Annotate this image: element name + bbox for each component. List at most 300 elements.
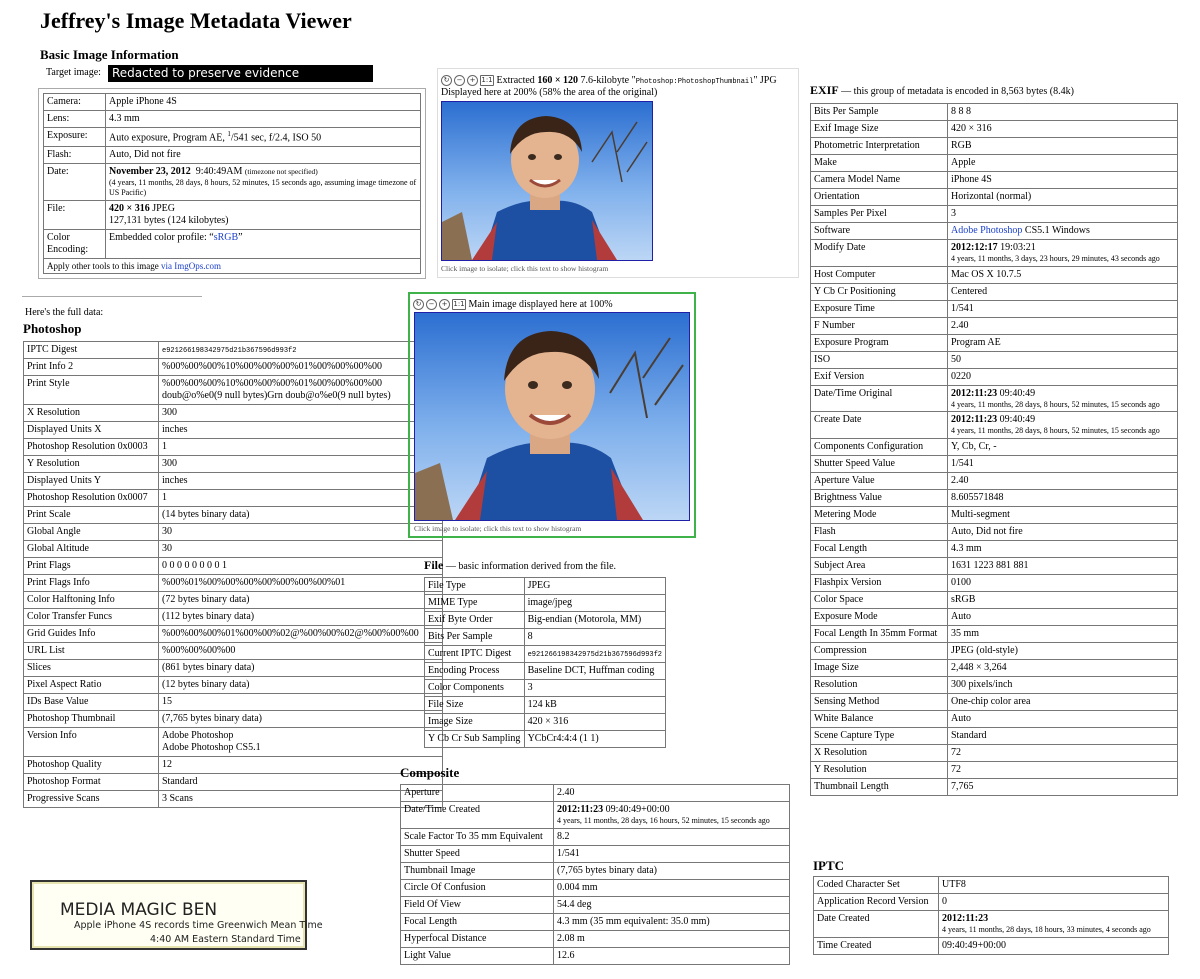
row-key: Image Size xyxy=(811,659,948,676)
table-row xyxy=(811,489,1178,506)
row-value xyxy=(948,744,1178,761)
software-link[interactable]: Adobe Photoshop xyxy=(951,225,1023,236)
row-key: Y Resolution xyxy=(811,761,948,778)
row-key: Metering Mode xyxy=(811,506,948,523)
table-row xyxy=(24,405,443,422)
row-value xyxy=(159,376,443,405)
row-value xyxy=(948,693,1178,710)
table-row xyxy=(811,223,1178,240)
value-text: inches xyxy=(162,424,188,435)
row-key: X Resolution xyxy=(24,405,159,422)
annotation-line2: Apple iPhone 4S records time Greenwich Mean Time xyxy=(74,920,323,931)
photoshop-table xyxy=(23,341,443,808)
table-row xyxy=(814,894,1169,911)
row-key: Flashpix Version xyxy=(811,574,948,591)
row-value xyxy=(948,266,1178,283)
row-value xyxy=(159,643,443,660)
value-text: %00%00%00%00 xyxy=(162,645,236,656)
row-key: Print Style xyxy=(24,376,159,405)
value-text: 0 0 0 0 0 0 0 0 1 xyxy=(162,560,227,571)
value-text: Apple xyxy=(951,157,976,168)
relative-time: 4 years, 11 months, 28 days, 18 hours, 33 minutes, 4 seconds ago xyxy=(942,925,1151,934)
value-text: Auto xyxy=(951,610,971,622)
row-key: X Resolution xyxy=(811,744,948,761)
table-row xyxy=(425,612,666,629)
table-row: Lens: 4.3 mm xyxy=(44,111,421,128)
annotation-line3: 4:40 AM Eastern Standard Time xyxy=(150,934,301,945)
row-value xyxy=(159,507,443,524)
value-text: 0 xyxy=(942,896,947,907)
row-key: ISO xyxy=(811,351,948,368)
row-value xyxy=(948,574,1178,591)
date-value: 2012:11:23 xyxy=(951,414,998,426)
table-row xyxy=(24,359,443,376)
table-row xyxy=(24,643,443,660)
row-key: Compression xyxy=(811,642,948,659)
row-key: Slices xyxy=(24,660,159,677)
value-text: 54.4 deg xyxy=(557,898,592,910)
file-heading: File xyxy=(424,558,444,572)
row-key: Make xyxy=(811,155,948,172)
value-text: 4.3 mm (35 mm equivalent: 35.0 mm) xyxy=(557,915,710,927)
row-key: Exposure Program xyxy=(811,334,948,351)
zoom-out-icon[interactable]: − xyxy=(454,75,465,86)
value-text: 1 xyxy=(162,441,167,452)
value-text: 300 xyxy=(162,458,177,469)
row-key: Photoshop Resolution 0x0003 xyxy=(24,439,159,456)
main-image-panel xyxy=(408,292,696,538)
row-value xyxy=(554,947,790,964)
zoom-in-icon[interactable]: + xyxy=(467,75,478,86)
value-text: Multi-segment xyxy=(951,508,1010,520)
row-value xyxy=(948,223,1178,240)
row-key: Time Created xyxy=(814,937,939,954)
table-row xyxy=(24,490,443,507)
row-key: F Number xyxy=(811,317,948,334)
row-value xyxy=(948,317,1178,334)
value-text: 3 xyxy=(527,682,533,693)
table-row xyxy=(811,283,1178,300)
table-row xyxy=(811,659,1178,676)
row-value xyxy=(554,930,790,947)
composite-section xyxy=(400,765,459,781)
composite-table-wrap xyxy=(400,784,790,965)
row-value xyxy=(948,206,1178,223)
table-row xyxy=(425,629,666,646)
row-value xyxy=(554,802,790,829)
value-text: 8.605571848 xyxy=(951,491,1004,503)
row-value xyxy=(554,896,790,913)
row-key: Print Flags Info xyxy=(24,575,159,592)
row-value xyxy=(948,710,1178,727)
row-value xyxy=(948,540,1178,557)
photoshop-heading: Photoshop xyxy=(23,321,82,336)
relative-time: 4 years, 11 months, 28 days, 16 hours, 52 minutes, 15 seconds ago xyxy=(557,816,770,825)
value-text: 30 xyxy=(162,526,172,537)
value-text: Standard xyxy=(162,776,198,787)
boy-photo-thumb xyxy=(442,102,652,260)
value-text: 300 xyxy=(162,407,177,418)
basic-info-box xyxy=(38,88,426,279)
table-row xyxy=(811,317,1178,334)
value-text: 2.40 xyxy=(951,474,969,486)
value-text: Adobe Photoshop xyxy=(162,730,234,741)
row-value xyxy=(939,877,1169,894)
row-key: Scene Capture Type xyxy=(811,727,948,744)
composite-table xyxy=(400,784,790,965)
table-row xyxy=(811,710,1178,727)
value-text: UTF8 xyxy=(942,879,966,890)
value-text: Big-endian (Motorola, MM) xyxy=(527,614,642,625)
thumbnail-note[interactable]: Click image to isolate; click this text to show histogram xyxy=(441,264,609,273)
table-row xyxy=(24,558,443,575)
table-row xyxy=(811,455,1178,472)
file-table-wrap xyxy=(424,577,666,748)
table-row: Flash: Auto, Did not fire xyxy=(44,147,421,164)
row-value xyxy=(948,438,1178,455)
row-key: Orientation xyxy=(811,189,948,206)
table-row xyxy=(425,714,666,731)
row-value xyxy=(524,731,665,748)
table-row xyxy=(811,676,1178,693)
row-key: White Balance xyxy=(811,710,948,727)
table-row xyxy=(811,412,1178,439)
row-key: Date/Time Created xyxy=(401,802,554,829)
row-key: Thumbnail Length xyxy=(811,778,948,795)
value-text: RGB xyxy=(951,140,972,151)
value-text: JPEG xyxy=(527,580,551,591)
row-key: Components Configuration xyxy=(811,438,948,455)
row-value xyxy=(948,172,1178,189)
table-row xyxy=(811,155,1178,172)
row-key: Sensing Method xyxy=(811,693,948,710)
value-text: e921266198342975d21b367596d993f2 xyxy=(527,651,662,659)
value-text: 420 × 316 xyxy=(527,716,569,727)
table-row xyxy=(425,680,666,697)
row-value xyxy=(948,121,1178,138)
table-row xyxy=(811,523,1178,540)
value-text: 1/541 xyxy=(557,847,580,859)
row-value xyxy=(159,342,443,359)
value-text: 09:40:49+00:00 xyxy=(942,939,1006,951)
value-text: One-chip color area xyxy=(951,695,1031,707)
row-value xyxy=(948,625,1178,642)
value-text: %00%01%00%00%00%00%00%00%00%01 xyxy=(162,577,346,588)
value-text: (112 bytes binary data) xyxy=(162,611,255,622)
row-value xyxy=(948,351,1178,368)
row-key: Displayed Units X xyxy=(24,422,159,439)
table-row xyxy=(401,862,790,879)
row-key: Photoshop Format xyxy=(24,774,159,791)
table-row: Apply other tools to this image via ImgOps.com xyxy=(44,258,421,274)
row-key: IDs Base Value xyxy=(24,694,159,711)
table-row xyxy=(425,731,666,748)
value-text: 72 xyxy=(951,746,961,758)
row-value xyxy=(948,761,1178,778)
main-image-caption: ↻ − + 1:1 Main image displayed here at 100% xyxy=(410,294,694,310)
table-row xyxy=(811,778,1178,795)
value-text: 3 Scans xyxy=(162,793,193,804)
table-row xyxy=(811,557,1178,574)
table-row xyxy=(24,711,443,728)
media-magic-annotation xyxy=(30,880,323,950)
value-text: sRGB xyxy=(951,593,976,605)
table-row xyxy=(24,473,443,490)
value-text: Standard xyxy=(951,729,987,741)
row-key: Samples Per Pixel xyxy=(811,206,948,223)
row-value xyxy=(948,608,1178,625)
value-text: 1 xyxy=(162,492,167,503)
row-value xyxy=(554,845,790,862)
value-text: 7,765 xyxy=(951,780,974,792)
row-key: Scale Factor To 35 mm Equivalent xyxy=(401,828,554,845)
main-image-note[interactable]: Click image to isolate; click this text to show histogram xyxy=(414,524,582,533)
value-text: JPEG (old-style) xyxy=(951,644,1018,656)
row-value xyxy=(948,283,1178,300)
iptc-table xyxy=(813,876,1169,955)
row-key: Thumbnail Image xyxy=(401,862,554,879)
table-row xyxy=(401,930,790,947)
row-key: Circle Of Confusion xyxy=(401,879,554,896)
value-text: (12 bytes binary data) xyxy=(162,679,250,690)
table-row xyxy=(425,578,666,595)
row-value xyxy=(159,541,443,558)
divider xyxy=(22,296,202,297)
row-key: Field Of View xyxy=(401,896,554,913)
value-text: (72 bytes binary data) xyxy=(162,594,250,605)
date-value: 2012:11:23 xyxy=(557,804,604,815)
value-text: 09:40:49 xyxy=(997,387,1036,399)
value-text: 35 mm xyxy=(951,627,980,639)
value-text: Baseline DCT, Huffman coding xyxy=(527,665,655,676)
value-text: 1/541 xyxy=(951,302,974,314)
row-value xyxy=(159,359,443,376)
value-text: 124 kB xyxy=(527,699,557,710)
table-row: Color Encoding: Embedded color profile: “sRGB” xyxy=(44,229,421,258)
table-row xyxy=(425,646,666,663)
row-key: Photometric Interpretation xyxy=(811,138,948,155)
table-row xyxy=(811,574,1178,591)
value-text: inches xyxy=(162,475,188,486)
value-text: 1631 1223 881 881 xyxy=(951,559,1029,571)
relative-time: 4 years, 11 months, 28 days, 8 hours, 52 minutes, 15 seconds ago xyxy=(951,399,1160,409)
table-row xyxy=(425,697,666,714)
table-row xyxy=(811,472,1178,489)
table-row xyxy=(811,240,1178,267)
row-value xyxy=(159,677,443,694)
value-text: 72 xyxy=(951,763,961,775)
table-row xyxy=(814,937,1169,954)
table-row xyxy=(811,385,1178,412)
iptc-section xyxy=(813,858,844,874)
value-text: 300 pixels/inch xyxy=(951,678,1013,690)
row-value xyxy=(554,828,790,845)
zoom-out-icon[interactable]: − xyxy=(426,299,437,310)
row-key: Grid Guides Info xyxy=(24,626,159,643)
row-value xyxy=(948,334,1178,351)
row-key: Subject Area xyxy=(811,557,948,574)
table-row xyxy=(24,609,443,626)
value-text: iPhone 4S xyxy=(951,174,992,185)
actual-size-icon[interactable]: 1:1 xyxy=(481,76,493,85)
value-text: 4.3 mm xyxy=(951,542,982,554)
row-value xyxy=(948,659,1178,676)
table-row xyxy=(24,575,443,592)
table-row xyxy=(811,744,1178,761)
redacted-target-bar: Redacted to preserve evidence xyxy=(108,65,373,82)
row-key: Y Cb Cr Sub Sampling xyxy=(425,731,525,748)
row-key: Color Space xyxy=(811,591,948,608)
row-value xyxy=(159,524,443,541)
value-text: 09:40:49+00:00 xyxy=(603,804,670,815)
value-text: 19:03:21 xyxy=(997,242,1036,253)
row-key: Encoding Process xyxy=(425,663,525,680)
row-value xyxy=(948,300,1178,317)
value-text: Auto xyxy=(951,712,971,724)
row-key: Print Info 2 xyxy=(24,359,159,376)
table-row xyxy=(24,774,443,791)
row-value xyxy=(524,595,665,612)
row-key: Y Cb Cr Positioning xyxy=(811,283,948,300)
table-row xyxy=(24,456,443,473)
value-text: (861 bytes binary data) xyxy=(162,662,255,673)
table-row xyxy=(811,266,1178,283)
row-value xyxy=(159,490,443,507)
row-value xyxy=(948,472,1178,489)
row-value xyxy=(948,506,1178,523)
row-value xyxy=(948,557,1178,574)
table-row xyxy=(814,911,1169,938)
target-image-label: Target image: xyxy=(46,67,101,78)
table-row xyxy=(811,438,1178,455)
row-value xyxy=(554,879,790,896)
value-text: 1/541 xyxy=(951,457,974,469)
iptc-heading: IPTC xyxy=(813,858,845,873)
row-value xyxy=(948,155,1178,172)
table-row xyxy=(24,592,443,609)
row-value xyxy=(159,626,443,643)
table-row xyxy=(811,334,1178,351)
row-value xyxy=(159,405,443,422)
main-image[interactable] xyxy=(414,312,690,521)
table-row xyxy=(811,761,1178,778)
value-text: 8 xyxy=(527,631,533,642)
row-key: Image Size xyxy=(425,714,525,731)
table-row xyxy=(401,896,790,913)
row-value xyxy=(948,104,1178,121)
row-key: Aperture Value xyxy=(811,472,948,489)
table-row xyxy=(811,368,1178,385)
table-row xyxy=(401,845,790,862)
imgops-link[interactable]: via ImgOps.com xyxy=(161,260,221,271)
actual-size-icon[interactable]: 1:1 xyxy=(453,300,465,309)
value-text: %00%00%00%10%00%00%00%01%00%00%00%00 xyxy=(162,361,382,372)
main-toolbar xyxy=(413,299,466,310)
boy-photo-main xyxy=(415,313,689,520)
row-value xyxy=(159,711,443,728)
thumbnail-panel xyxy=(437,68,799,278)
table-row xyxy=(24,439,443,456)
table-row xyxy=(811,138,1178,155)
zoom-in-icon[interactable]: + xyxy=(439,299,450,310)
file-table xyxy=(424,577,666,748)
value-text: YCbCr4:4:4 (1 1) xyxy=(527,733,599,744)
row-value xyxy=(948,240,1178,267)
page-title: Jeffrey's Image Metadata Viewer xyxy=(40,8,352,33)
table-row xyxy=(24,422,443,439)
iptc-table-wrap xyxy=(813,876,1169,955)
row-value xyxy=(159,728,443,757)
table-row: Date: November 23, 2012 9:40:49AM (timezone not specified) (4 years, 11 months, 28 days, 8 hours, 52 minutes, 15 seconds ago, assuming image timezone of US Pacific) xyxy=(44,164,421,200)
exif-table xyxy=(810,103,1178,796)
value-text: 2.40 xyxy=(951,319,969,331)
thumbnail-image[interactable] xyxy=(441,101,653,261)
table-row xyxy=(811,351,1178,368)
relative-time: 4 years, 11 months, 28 days, 8 hours, 52 minutes, 15 seconds ago xyxy=(951,426,1160,436)
row-key: File Size xyxy=(425,697,525,714)
table-row xyxy=(811,608,1178,625)
row-key: Print Flags xyxy=(24,558,159,575)
row-key: Date/Time Original xyxy=(811,385,948,412)
row-key: Software xyxy=(811,223,948,240)
table-row xyxy=(24,376,443,405)
row-value xyxy=(948,727,1178,744)
value-text: Mac OS X 10.7.5 xyxy=(951,268,1022,280)
value-text: 8.2 xyxy=(557,830,570,842)
basic-info-table xyxy=(43,93,421,274)
table-row xyxy=(24,507,443,524)
row-key: Date Created xyxy=(814,911,939,938)
table-row xyxy=(401,828,790,845)
table-row xyxy=(811,206,1178,223)
row-value xyxy=(524,680,665,697)
row-value xyxy=(948,138,1178,155)
table-row xyxy=(814,877,1169,894)
table-row xyxy=(425,595,666,612)
row-key: Exposure Mode xyxy=(811,608,948,625)
row-value xyxy=(939,937,1169,954)
row-value xyxy=(524,578,665,595)
value-text: Program AE xyxy=(951,336,1001,348)
table-row xyxy=(811,625,1178,642)
value-text: 420 × 316 xyxy=(951,123,992,134)
row-value xyxy=(159,422,443,439)
row-key: Displayed Units Y xyxy=(24,473,159,490)
table-row xyxy=(811,121,1178,138)
table-row xyxy=(24,757,443,774)
row-key: Light Value xyxy=(401,947,554,964)
basic-info-heading: Basic Image Information xyxy=(40,47,179,62)
value-text: 8 8 8 xyxy=(951,106,971,117)
row-key: Y Resolution xyxy=(24,456,159,473)
table-row xyxy=(401,913,790,930)
value-text: 12 xyxy=(162,759,172,770)
reload-icon[interactable]: ↻ xyxy=(413,299,424,310)
table-row xyxy=(401,879,790,896)
reload-icon[interactable]: ↻ xyxy=(441,75,452,86)
row-value xyxy=(159,660,443,677)
row-key: Camera Model Name xyxy=(811,172,948,189)
row-key: Shutter Speed Value xyxy=(811,455,948,472)
thumbnail-caption: ↻ − + 1:1 Extracted 160 × 120 7.6-kilobyte "Photoshop:PhotoshopThumbnail" JPG Displayed here at 200% (58% the area of the original) xyxy=(441,75,777,98)
row-key: Bits Per Sample xyxy=(811,104,948,121)
exif-table-wrap xyxy=(810,103,1178,796)
row-key: Hyperfocal Distance xyxy=(401,930,554,947)
row-value xyxy=(159,558,443,575)
srgb-link[interactable]: sRGB xyxy=(213,231,239,243)
value-text: 30 xyxy=(162,543,172,554)
row-value xyxy=(524,697,665,714)
